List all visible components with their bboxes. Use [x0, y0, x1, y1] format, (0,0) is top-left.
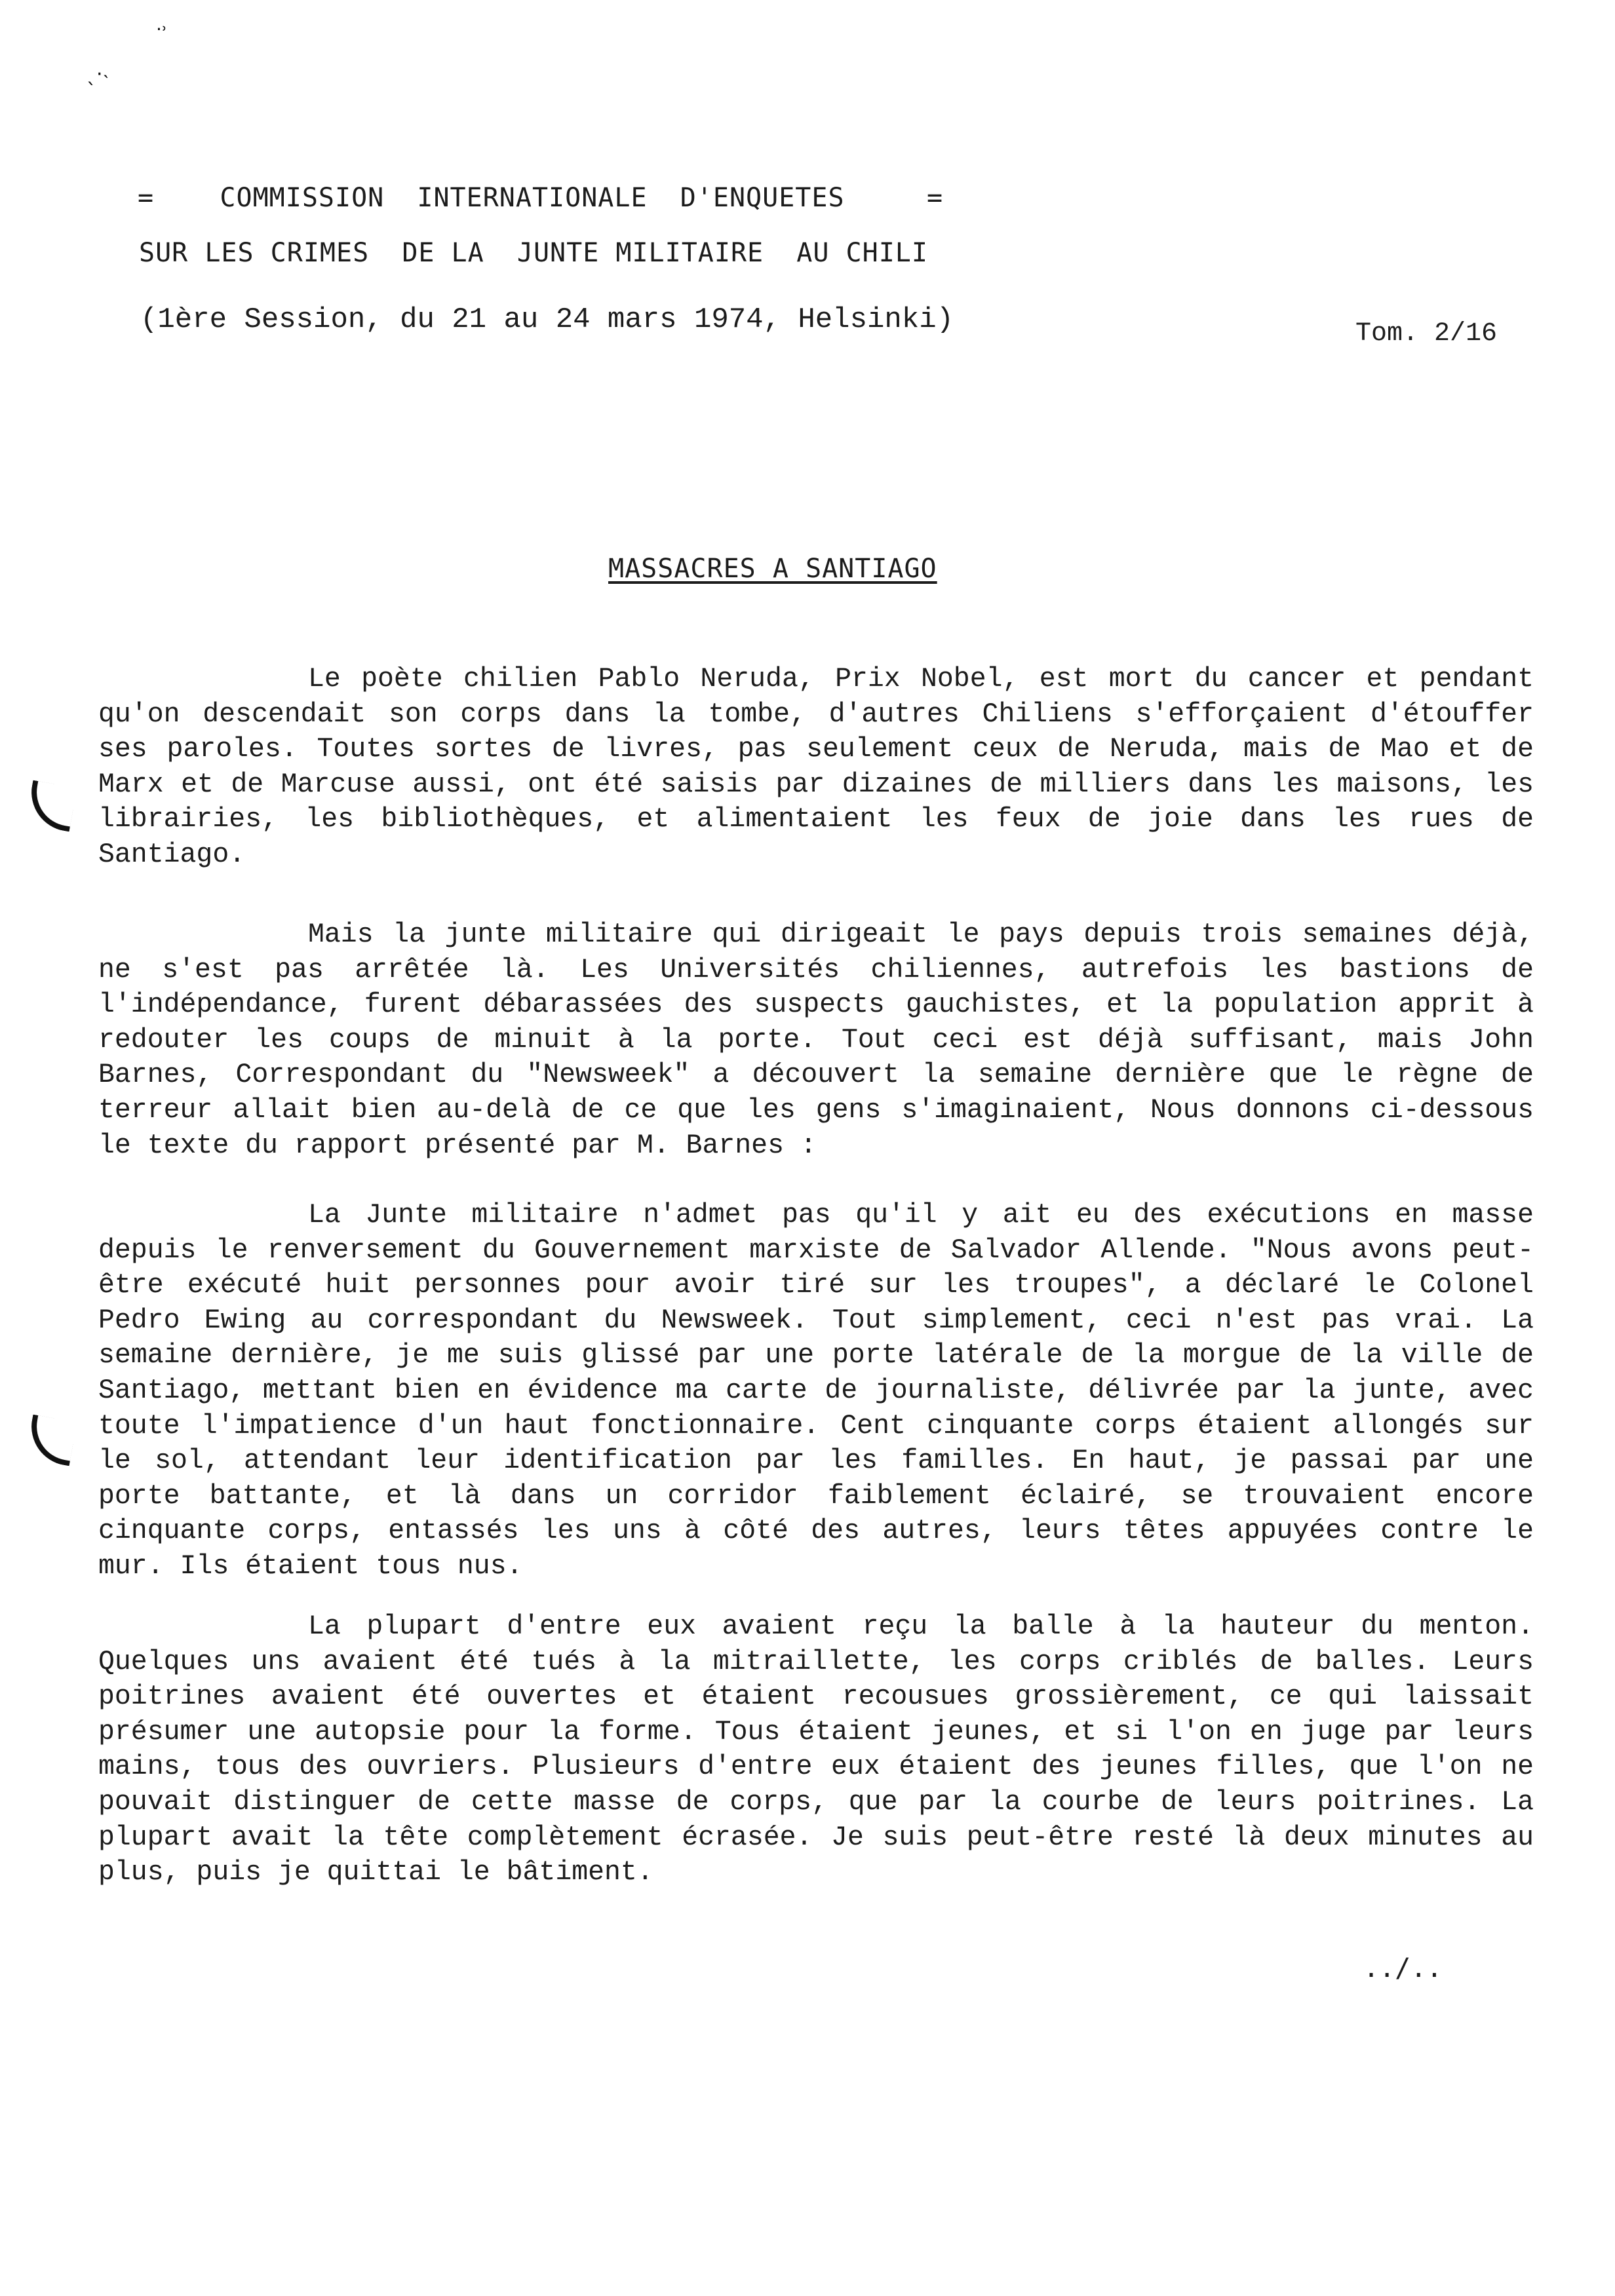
- paragraph-victims: La plupart d'entre eux avaient reçu la balle à la hauteur du menton. Quelques uns avaient été tués à la mitraillette, les corps criblés de balles. Leurs poitrines avaient été ouvertes et étaient recousues grossièrement, ce qui laissait présumer une autopsie pour la forme. Tous étaient jeunes, et si l'on en juge par leurs mains, tous des ouvriers. Plusieurs d'entre eux étaient des jeunes filles, que l'on ne pouvait distinguer de cette masse de corps, que par la courbe de leurs poitrines. La plupart avait la tête complètement écrasée. Je suis peut-être resté là deux minutes au plus, puis je quittai le bâtiment.: [98, 1611, 1534, 1888]
- scan-speck-mark: ·˒: [156, 18, 168, 40]
- paragraph-junta: Mais la junte militaire qui dirigeait le pays depuis trois semaines déjà, ne s'est pas arrêtée là. Les Universités chiliennes, autrefois les bastions de l'indépendance, furent débarassées des suspects gauchistes, et la population apprit à redouter les coups de minuit à la porte. Tout ceci est déjà suffisant, mais John Barnes, Correspondant du "Newsweek" a découvert la semaine dernière que le règne de terreur allait bien au-delà de ce que les gens s'imaginaient, Nous donnons ci-dessous le texte du rapport présenté par M. Barnes :: [98, 919, 1534, 1161]
- punch-hole-mark: [26, 1415, 77, 1466]
- continuation-mark: ../..: [1363, 1953, 1443, 1983]
- paragraph-morgue: La Junte militaire n'admet pas qu'il y ait eu des exécutions en masse depuis le renversement du Gouvernement marxiste de Salvador Allende. "Nous avons peut-être exécuté huit personnes pour avoir tiré sur les troupes", a déclaré le Colonel Pedro Ewing au correspondant du Newsweek. Tout simplement, ceci n'est pas vrai. La semaine dernière, je me suis glissé par une porte latérale de la morgue de la ville de Santiago, mettant bien en évidence ma carte de journaliste, délivrée par la junte, avec toute l'impatience d'un haut fonctionnaire. Cent cinquante corps étaient allongés sur le sol, attendant leur identification par les familles. En haut, je passai par une porte battante, et là dans un corridor faiblement éclairé, se trouvaient encore cinquante corps, entassés les uns à côté des autres, leurs têtes appuyées contre le mur. Ils étaient tous nus.: [98, 1200, 1534, 1582]
- header-commission-line: = COMMISSION INTERNATIONALE D'ENQUETES =: [138, 183, 944, 213]
- punch-hole-mark: [26, 780, 77, 832]
- document-reference: Tom. 2/16: [1355, 319, 1498, 349]
- header-subject-line: SUR LES CRIMES DE LA JUNTE MILITAIRE AU CHILI: [139, 238, 928, 268]
- session-info: (1ère Session, du 21 au 24 mars 1974, Helsinki): [140, 303, 954, 336]
- paragraph-neruda: Le poète chilien Pablo Neruda, Prix Nobel, est mort du cancer et pendant qu'on descendait son corps dans la tombe, d'autres Chiliens s'efforçaient d'étouffer ses paroles. Toutes sortes de livres, pas seulement ceux de Neruda, mais de Mao et de Marx et de Marcuse aussi, ont été saisis par dizaines de milliers dans les maisons, les librairies, les bibliothèques, et alimentaient les feux de joie dans les rues de Santiago.: [98, 664, 1534, 870]
- document-title: MASSACRES A SANTIAGO: [608, 554, 937, 584]
- scan-speck-mark: ˎ·˴: [87, 63, 109, 86]
